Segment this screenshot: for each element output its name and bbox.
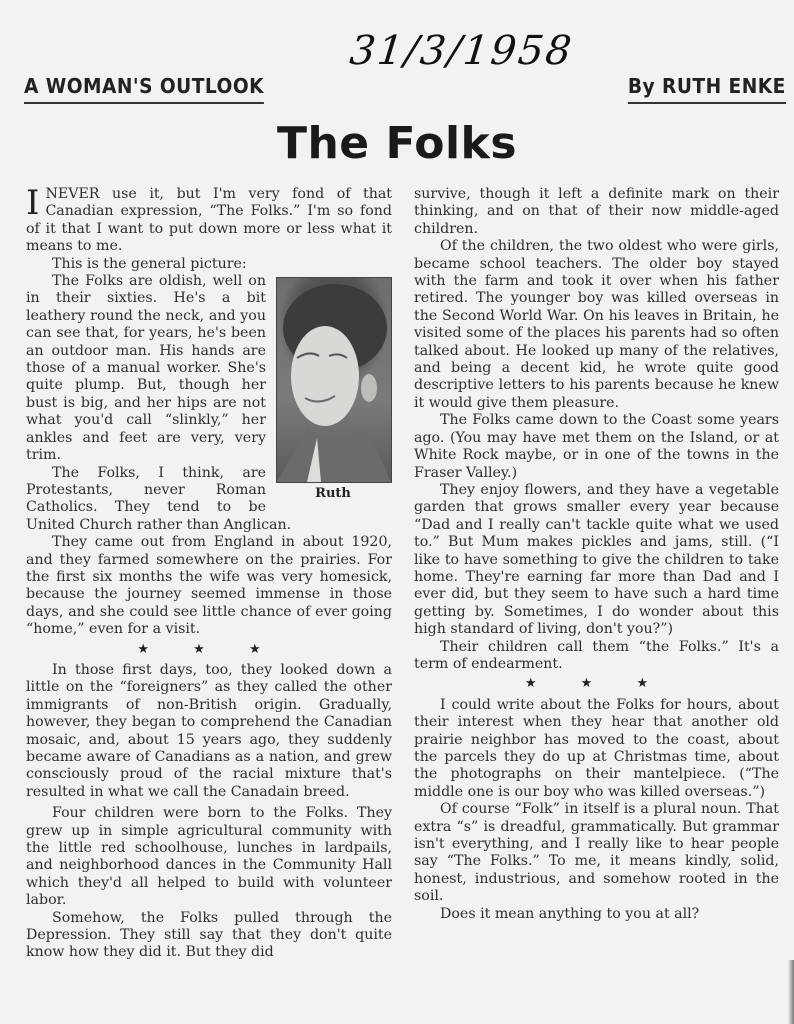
scan-edge-shadow [788, 960, 794, 1024]
paragraph-text: The Folks are oldish, well on in their sixties. He's a bit leathery round the neck, and you can see that, for years, he's been an outdoor man. His hands are those of a manual worker. She's quite plump. But, though her bust is big, and her hips are not what you'd call “slinkly,” her ankles and feet are very, very trim. [26, 273, 266, 464]
paragraph: Of course “Folk” in itself is a plural noun. That extra “s” is dreadful, grammatically. But grammar isn't everything, and I really like to hear people say “The Folks.” To me, it means kindly, solid, honest, industrious, and somehow rooted in the soil. [414, 801, 779, 905]
paragraph: In those first days, too, they looked down a little on the “foreigners” as they called the other immigrants of non-British origin. Gradually, however, they began to comprehend the Canadian mosaic, and, about 15 years ago, they suddenly became aware of Canadians as a nation, and grew consciously proud of the racial mixture that's resulted in what we call the Canadain breed. [26, 661, 392, 800]
paragraph: They came out from England in about 1920, and they farmed somewhere on the prairies. For the first six months the wife was very homesick, because the journey seemed immense in those days, and she could see little chance of ever going “home,” even for a visit. [26, 534, 392, 638]
article-column-right [414, 186, 779, 923]
paragraph: Of the children, the two oldest who were girls, became school teachers. The older boy stayed with the farm and took it over when his father retired. The younger boy was killed overseas in the Second World War. On his leaves in Britain, he visited some of the places his parents had so often talked about. He looked up many of the relatives, and being a decent kid, he wrote quite good descriptive letters to his parents because he knew it would give them pleasure. [414, 238, 779, 411]
paragraph: They enjoy flowers, and they have a vegetable garden that grows smaller every year because “Dad and I really can't tackle quite what we used to.” But Mum makes pickles and jams, still. (“I like to have something to give the children to take home. They're earning far more than Dad and I ever did, but they seem to have such a hard time getting by. Sometimes, I do wonder about this high standard of living, don't you?”) [414, 481, 779, 638]
drop-cap: I [26, 183, 40, 223]
paragraph: Their children call them “the Folks.” It's a term of endearment. [414, 638, 779, 672]
article-column-left [26, 183, 392, 962]
handwritten-date: 31/3/1958 [347, 28, 576, 74]
paragraph: Does it mean anything to you at all? [440, 905, 700, 922]
section-separator-stars: ★ ★ ★ [524, 676, 669, 692]
paragraph: Four children were born to the Folks. They grew up in simple agricultural community with the little red schoolhouse, lunches in lardpails, and neighborhood dances in the Community Hall which they'd all helped to build with volunteer labor. [26, 805, 392, 909]
paragraph: survive, though it left a definite mark on their thinking, and on that of their now middle-aged children. [414, 186, 779, 237]
paragraph [26, 183, 392, 256]
article-title: The Folks [276, 118, 518, 169]
column-name-heading: A WOMAN'S OUTLOOK [24, 74, 264, 104]
paragraph: The Folks came down to the Coast some years ago. (You may have met them on the Island, or at White Rock maybe, or in one of the towns in the Fraser Valley.) [414, 412, 779, 481]
paragraph: Somehow, the Folks pulled through the Depression. They still say that they don't quite know how they did it. But they did [26, 909, 392, 961]
paragraph-text: NEVER use it, but I'm very fond of that Canadian expression, “The Folks.” I'm so fond of it that I want to put down more or less what it means to me. [26, 186, 392, 255]
photo-caption: Ruth [315, 486, 351, 502]
author-photo-figure [276, 277, 390, 502]
author-photo [276, 277, 392, 483]
paragraph: I could write about the Folks for hours, about their interest when they hear that another old prairie neighbor has moved to the coast, about the parcels they do up at Christmas time, about the photographs on their mantelpiece. (“The middle one is our boy who was killed overseas.”) [414, 696, 779, 800]
section-separator-stars: ★ ★ ★ [137, 641, 281, 657]
paragraph: The Folks, I think, are Protestants, never Roman Catholics. They tend to be United Church rather than Anglican. [26, 464, 292, 533]
byline: By RUTH ENKE [628, 74, 786, 104]
paragraph: This is the general picture: [52, 255, 247, 272]
